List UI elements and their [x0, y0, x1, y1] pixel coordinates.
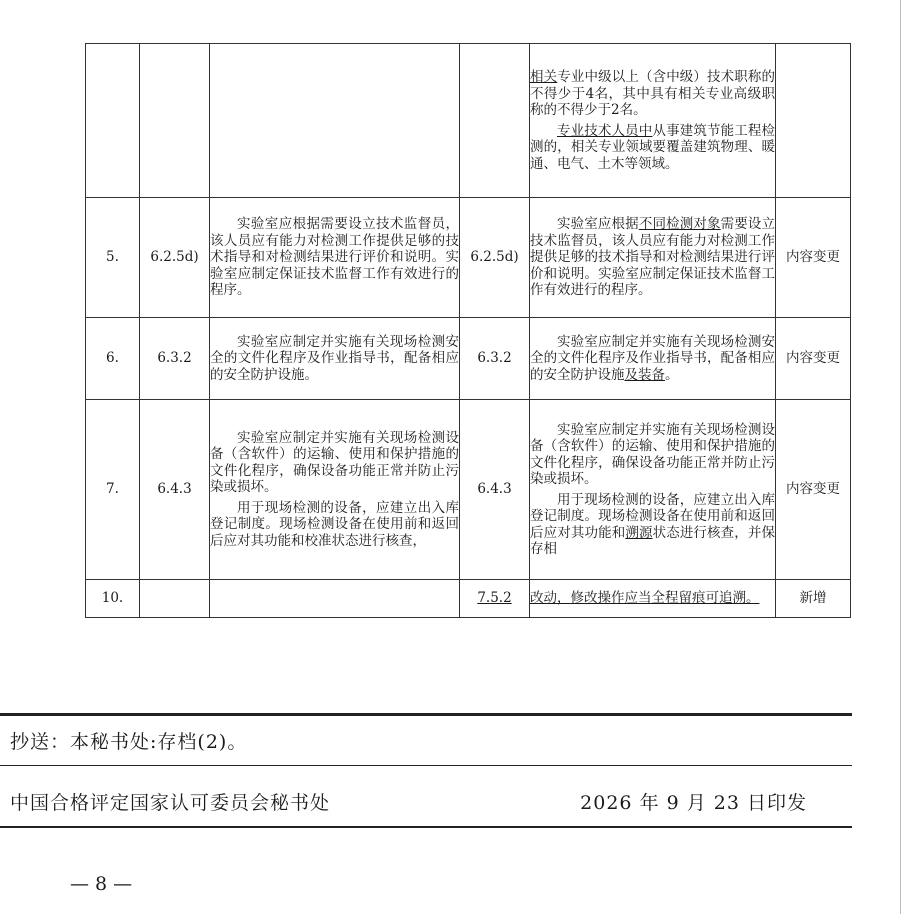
row-number: 6. [86, 318, 140, 400]
old-clause-number: 6.4.3 [140, 400, 210, 580]
new-clause-number [460, 318, 530, 400]
table-row [86, 580, 851, 618]
row-number: 5. [86, 198, 140, 318]
text-segment: 用于现场检测的设备，应建立出入库登记制度。现场检测设备在使用前和返回后应对其功能和 [530, 491, 775, 541]
text-segment: 专业中级以上（含中级）技术职称的不得少于4名，其中具有相关专业高级职称的不得少于2名。 [530, 69, 776, 118]
new-paragraph [530, 216, 775, 299]
text-segment: 实验室应根据 [557, 216, 639, 233]
change-remark: 内容变更 [776, 318, 851, 400]
text-segment: 需要设立技术监督员，该人员应有能力对检测工作提供足够的技术指导和对检测结果进行评价和说明。实验室应制定保证技术监督工作有效进行的程序。 [530, 216, 776, 299]
old-paragraph: 用于现场检测的设备，应建立出入库登记制度。现场检测设备在使用前和返回后应对其功能和校准状态进行核查， [210, 499, 459, 549]
table-row [86, 400, 851, 580]
new-clause-text [530, 318, 776, 400]
footer-top-rule [0, 713, 852, 716]
change-remark: 内容变更 [776, 198, 851, 318]
table-row [86, 44, 851, 198]
row-number: 7. [86, 400, 140, 580]
text-segment: 实验室应制定并实施有关现场检测设备（含软件）的运输、使用和保护措施的文件化程序，确保设备功能正常并防止污染或损坏。 [530, 421, 775, 487]
old-clause-text [210, 400, 460, 580]
old-clause-number: 6.2.5d) [140, 198, 210, 318]
underlined-change: 不同检测对象 [638, 216, 721, 233]
new-clause-text [530, 44, 776, 198]
text-segment: 从事建筑节能工程检测的，相关专业领域要覆盖建筑物理、暖通、电气、土木等领域。 [530, 122, 776, 172]
old-clause-number: 6.3.2 [140, 318, 210, 400]
underlined-change: 相关 [530, 69, 558, 85]
page-number: — 8 — [70, 873, 133, 895]
new-clause-number [460, 44, 530, 198]
new-clause-text [530, 400, 776, 580]
old-clause-text [210, 580, 460, 618]
new-paragraph [530, 422, 775, 488]
text-segment: 。 [665, 366, 679, 383]
change-remark: 内容变更 [776, 400, 851, 580]
new-clause-label: 6.2.5d) [470, 249, 519, 266]
old-clause-text [210, 318, 460, 400]
old-clause-text [210, 198, 460, 318]
new-paragraph [530, 590, 775, 607]
underlined-change: 改动，修改操作应当全程留痕可追溯。 [530, 590, 760, 607]
text-segment: 状态进行核查，并保存相 [530, 524, 776, 557]
old-paragraph: 实验室应根据需要设立技术监督员，该人员应有能力对检测工作提供足够的技术指导和对检测结果进行评价和说明。实验室应制定保证技术监督工作有效进行的程序。 [210, 216, 459, 299]
page-edge-line [900, 0, 901, 914]
new-clause-label: 6.3.2 [477, 350, 512, 367]
footer-bottom-rule [0, 826, 852, 828]
underlined-change: 及装备 [624, 366, 665, 383]
new-paragraph [530, 492, 775, 558]
new-clause-label: 7.5.2 [477, 590, 512, 607]
new-clause-number [460, 198, 530, 318]
underlined-change: 专业技术人员中 [557, 122, 653, 139]
table-body [86, 44, 851, 618]
new-paragraph [530, 334, 775, 384]
underlined-change: 溯源 [625, 524, 653, 541]
new-clause-text [530, 198, 776, 318]
old-clause-number [140, 580, 210, 618]
new-clause-number [460, 400, 530, 580]
change-remark [776, 44, 851, 198]
old-paragraph: 实验室应制定并实施有关现场检测设备（含软件）的运输、使用和保护措施的文件化程序，确保设备功能正常并防止污染或损坏。 [210, 429, 459, 496]
new-clause-text [530, 580, 776, 618]
row-number: 10. [86, 580, 140, 618]
clause-comparison-table [85, 43, 851, 618]
old-clause-number [140, 44, 210, 198]
table-row [86, 318, 851, 400]
old-paragraph: 实验室应制定并实施有关现场检测安全的文件化程序及作业指导书，配备相应的安全防护设施。 [210, 333, 459, 383]
table-row [86, 198, 851, 318]
new-clause-label: 6.4.3 [477, 481, 512, 498]
text-segment: 实验室应制定并实施有关现场检测安全的文件化程序及作业指导书，配备相应的安全防护设施 [530, 333, 775, 383]
new-clause-number [460, 580, 530, 618]
cc-line: 抄送：本秘书处:存档(2)。 [10, 731, 248, 753]
row-number [86, 44, 140, 198]
change-remark: 新增 [776, 580, 851, 618]
new-paragraph [530, 69, 775, 119]
old-clause-text [210, 44, 460, 198]
issue-date: 2026 年 9 月 23 日印发 [580, 792, 807, 814]
issuer-name: 中国合格评定国家认可委员会秘书处 [10, 792, 331, 814]
footer-middle-rule [0, 765, 852, 766]
new-paragraph [530, 123, 775, 173]
